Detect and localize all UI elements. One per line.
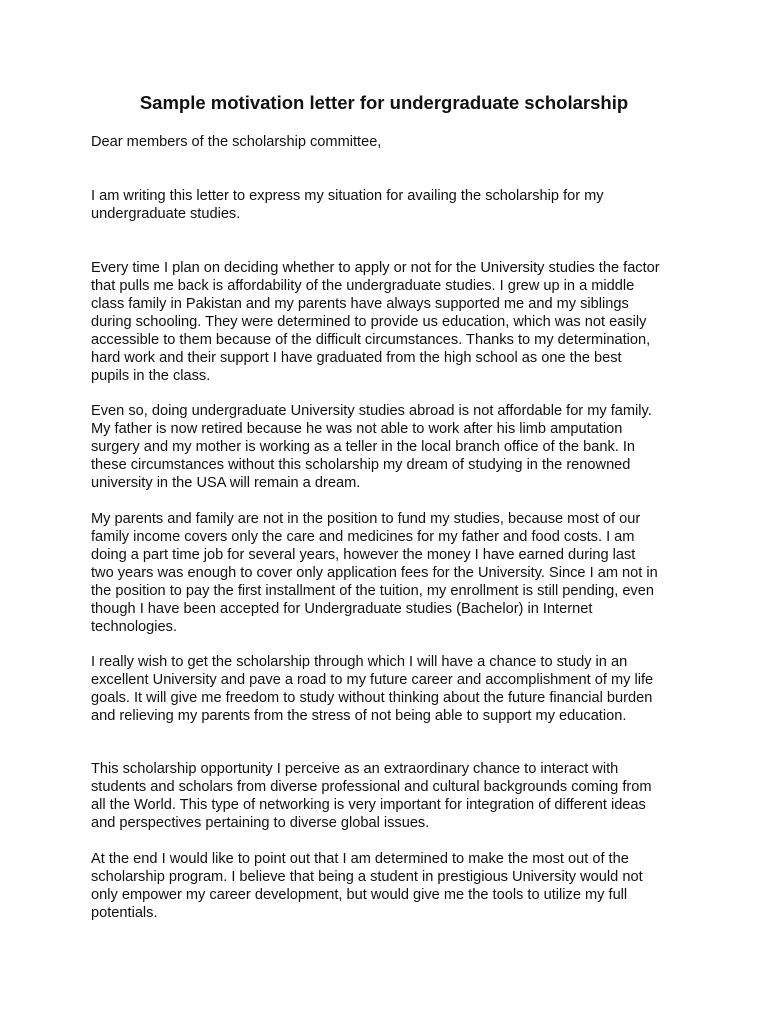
paragraph-line: Every time I plan on deciding whether to apply or not for the University studies the factor xyxy=(91,260,660,276)
paragraph-background xyxy=(91,259,691,385)
salutation xyxy=(91,133,691,151)
paragraph-line: At the end I would like to point out that I am determined to make the most out of the xyxy=(91,851,629,867)
paragraph-line: goals. It will give me freedom to study without thinking about the future financial burden xyxy=(91,690,653,706)
paragraph-line: My father is now retired because he was not able to work after his limb amputation xyxy=(91,421,623,437)
paragraph-intro xyxy=(91,187,691,223)
paragraph-line: that pulls me back is affordability of the undergraduate studies. I grew up in a middle xyxy=(91,278,635,294)
paragraph-line: accessible to them because of the difficult circumstances. Thanks to my determination, xyxy=(91,332,651,348)
paragraph-line: all the World. This type of networking is very important for integration of different ideas xyxy=(91,797,646,813)
paragraph-line: only empower my career development, but would give me the tools to utilize my full xyxy=(91,887,628,903)
paragraph-line: scholarship program. I believe that being a student in prestigious University would not xyxy=(91,869,643,885)
paragraph-line: undergraduate studies. xyxy=(91,206,241,222)
paragraph-line: during schooling. They were determined to provide us education, which was not easily xyxy=(91,314,647,330)
paragraph-family-situation xyxy=(91,402,691,492)
paragraph-line: university in the USA will remain a dream. xyxy=(91,475,361,491)
paragraph-line: family income covers only the care and medicines for my father and food costs. I am xyxy=(91,529,635,545)
salutation-line: Dear members of the scholarship committee, xyxy=(91,134,382,150)
paragraph-opportunity xyxy=(91,760,691,832)
paragraph-line: I am writing this letter to express my situation for availing the scholarship for my xyxy=(91,188,604,204)
paragraph-line: excellent University and pave a road to my future career and accomplishment of my life xyxy=(91,672,654,688)
paragraph-line: surgery and my mother is working as a teller in the local branch office of the bank. In xyxy=(91,439,636,455)
paragraph-line: students and scholars from diverse professional and cultural backgrounds coming from xyxy=(91,779,652,795)
paragraph-line: pupils in the class. xyxy=(91,368,211,384)
paragraph-line: and relieving my parents from the stress of not being able to support my education. xyxy=(91,708,627,724)
paragraph-line: doing a part time job for several years, however the money I have earned during last xyxy=(91,547,636,563)
paragraph-line: potentials. xyxy=(91,905,158,921)
paragraph-line: I really wish to get the scholarship through which I will have a chance to study in an xyxy=(91,654,628,670)
paragraph-line: and perspectives pertaining to diverse global issues. xyxy=(91,815,430,831)
paragraph-line: Even so, doing undergraduate University studies abroad is not affordable for my family. xyxy=(91,403,652,419)
page-title: Sample motivation letter for undergraduate scholarship xyxy=(139,92,629,113)
paragraph-line: these circumstances without this scholarship my dream of studying in the renowned xyxy=(91,457,631,473)
paragraph-line: though I have been accepted for Undergraduate studies (Bachelor) in Internet xyxy=(91,601,593,617)
paragraph-line: technologies. xyxy=(91,619,178,635)
paragraph-conclusion xyxy=(91,850,691,922)
paragraph-line: My parents and family are not in the position to fund my studies, because most of our xyxy=(91,511,641,527)
paragraph-wish xyxy=(91,653,691,725)
paragraph-line: hard work and their support I have graduated from the high school as one the best xyxy=(91,350,622,366)
paragraph-line: This scholarship opportunity I perceive as an extraordinary chance to interact with xyxy=(91,761,619,777)
paragraph-line: two years was enough to cover only application fees for the University. Since I am not in xyxy=(91,565,658,581)
paragraph-finances xyxy=(91,510,691,636)
paragraph-line: class family in Pakistan and my parents have always supported me and my siblings xyxy=(91,296,629,312)
paragraph-line: the position to pay the first installment of the tuition, my enrollment is still pending, even xyxy=(91,583,654,599)
